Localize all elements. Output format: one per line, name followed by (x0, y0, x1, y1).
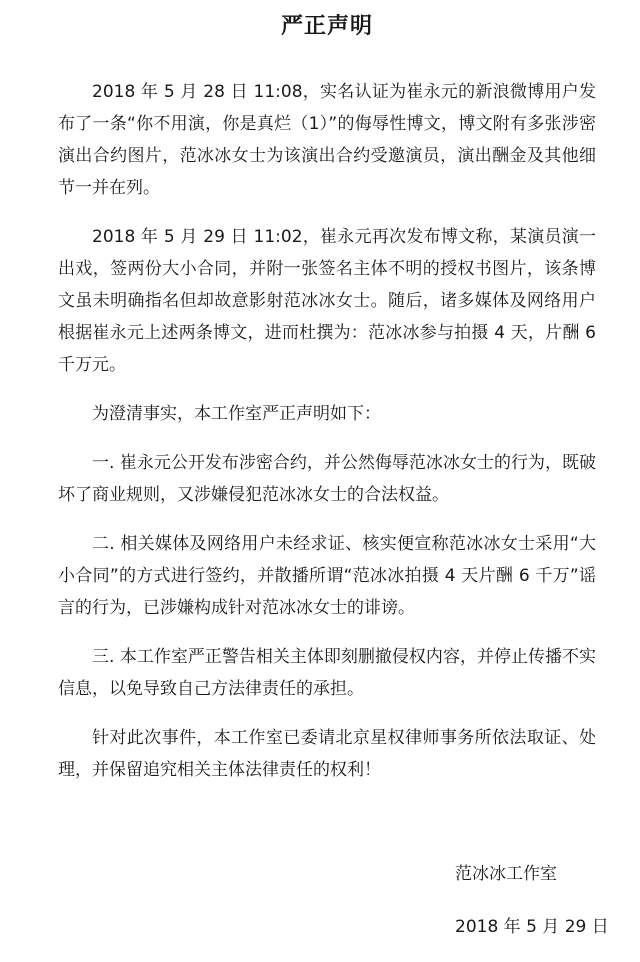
paragraph-6: 三. 本工作室严正警告相关主体即刻删撤侵权内容，并停止传播不实信息，以免导致自己方法律责任的承担。 (58, 647, 596, 699)
paragraph-1: 2018 年 5 月 28 日 11:08，实名认证为崔永元的新浪微博用户发布了一条“你不用演，你是真烂（1）”的侮辱性博文，博文附有多张涉密演出合约图片，范冰冰女士为该演出合约受邀演员，演出酬金及其他细节一并在列。 (58, 82, 596, 198)
statement-title: 严正声明 (280, 14, 373, 39)
paragraph-2: 2018 年 5 月 29 日 11:02，崔永元再次发布博文称，某演员演一出戏，签两份大小合同，并附一张签名主体不明的授权书图片，该条博文虽未明确指名但却故意影射范冰冰女士。随后，诸多媒体及网络用户根据崔永元上述两条博文，进而杜撰为：范冰冰参与拍摄 4 天，片酬 6 千万元。 (58, 227, 596, 375)
paragraph-3: 为澄清事实，本工作室严正声明如下： (92, 404, 381, 424)
paragraph-5: 二. 相关媒体及网络用户未经求证、核实便宣称范冰冰女士采用“大小合同”的方式进行签约，并散播所谓“范冰冰拍摄 4 天片酬 6 千万”谣言的行为，已涉嫌构成针对范冰冰女士的诽谤。 (58, 534, 596, 618)
paragraph-4: 一. 崔永元公开发布涉密合约，并公然侮辱范冰冰女士的行为，既破坏了商业规则，又涉嫌侵犯范冰冰女士的合法权益。 (58, 453, 596, 505)
paragraph-7: 针对此次事件，本工作室已委请北京星权律师事务所依法取证、处理，并保留追究相关主体法律责任的权利！ (58, 728, 596, 780)
signature: 范冰冰工作室 (455, 864, 557, 884)
statement-date: 2018 年 5 月 29 日 (455, 917, 609, 937)
